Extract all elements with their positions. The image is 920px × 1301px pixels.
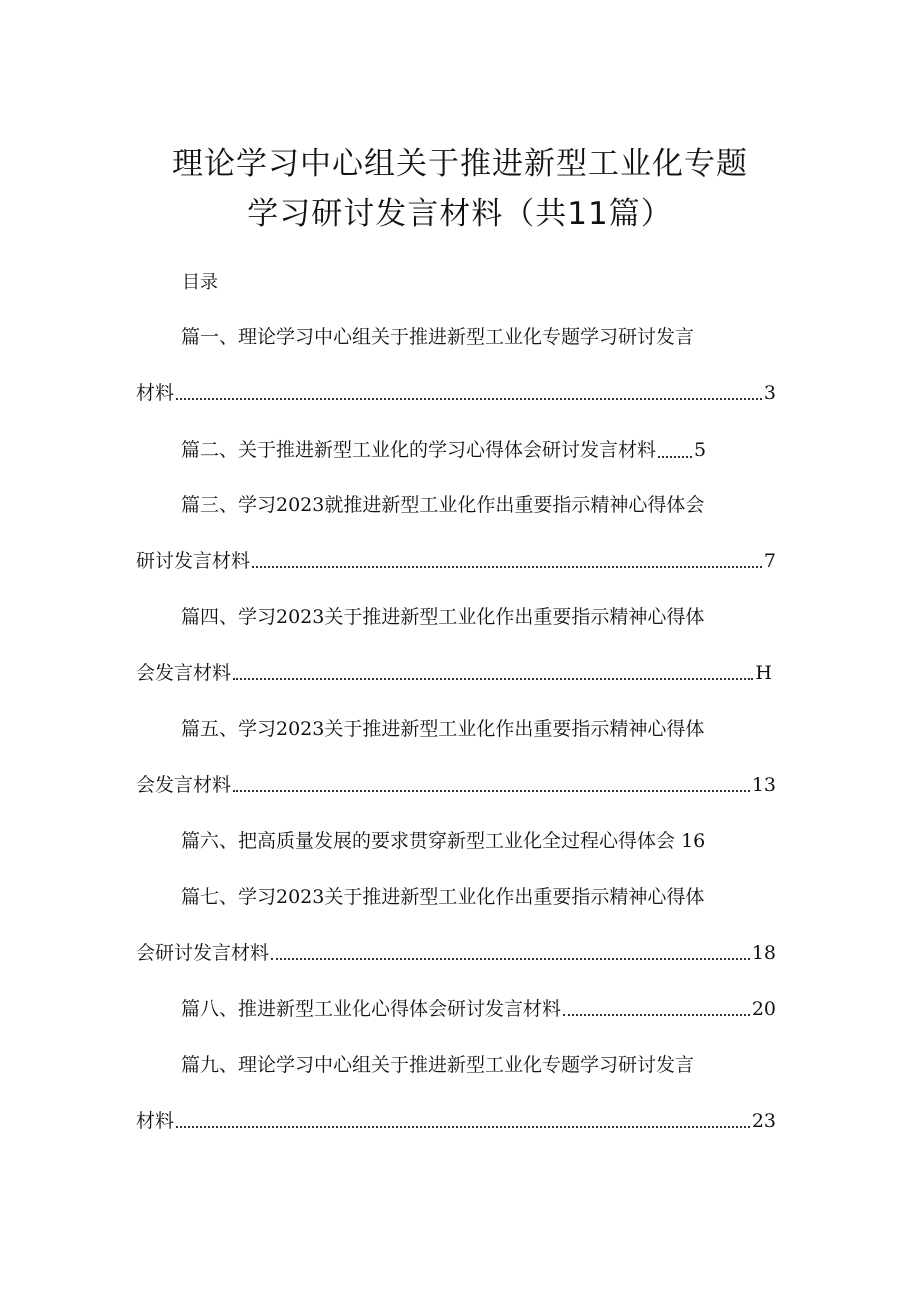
toc-entry-9-row[interactable] [136, 1108, 776, 1134]
toc-entry-7-row[interactable] [136, 940, 776, 966]
toc-leader-dots [233, 678, 753, 680]
toc-entry-3-title: 篇三、学习2023就推进新型工业化作出重要指示精神心得体会 [181, 494, 705, 516]
toc-entry-4-title-cont: 会发言材料 [136, 662, 232, 684]
toc-entry-5-title: 篇五、学习2023关于推进新型工业化作出重要指示精神心得体 [181, 718, 705, 740]
toc-entry-3-title-cont: 研讨发言材料 [136, 550, 251, 572]
document-title-line-2: 学习研讨发言材料（共11篇） [247, 196, 673, 232]
toc-entry-7-page: 18 [751, 942, 776, 964]
toc-entry-1-page: 3 [763, 382, 776, 404]
toc-leader-dots [252, 566, 762, 568]
toc-entry-8-title: 篇八、推进新型工业化心得体会研讨发言材料 [181, 998, 562, 1020]
toc-entry-9-title: 篇九、理论学习中心组关于推进新型工业化专题学习研讨发言 [181, 1054, 695, 1076]
toc-heading: 目录 [182, 272, 218, 293]
toc-entry-7-title-cont: 会研讨发言材料 [136, 942, 270, 964]
toc-entry-3-page: 7 [763, 550, 776, 572]
toc-entry-1-row[interactable] [136, 380, 776, 406]
toc-leader-dots [563, 1014, 750, 1016]
toc-entry-5-title-cont: 会发言材料 [136, 774, 232, 796]
toc-entry-2-row[interactable] [181, 437, 706, 463]
toc-entry-1-title-cont: 材料 [136, 382, 175, 404]
toc-entry-8-row[interactable] [181, 996, 776, 1022]
toc-entry-4-title: 篇四、学习2023关于推进新型工业化作出重要指示精神心得体 [181, 606, 705, 628]
toc-entry-4-row[interactable] [136, 660, 772, 686]
toc-entry-5-row[interactable] [136, 772, 776, 798]
toc-entry-9-title-cont: 材料 [136, 1110, 175, 1132]
toc-entry-1-title: 篇一、理论学习中心组关于推进新型工业化专题学习研讨发言 [181, 326, 695, 348]
toc-leader-dots [233, 790, 750, 792]
toc-leader-dots [658, 456, 692, 458]
toc-entry-6-page: 16 [681, 830, 706, 852]
toc-entry-4-page: H [755, 662, 772, 684]
toc-leader-dots [271, 958, 750, 960]
toc-entry-2-page: 5 [694, 439, 707, 461]
document-title-line-1: 理论学习中心组关于推进新型工业化专题 [172, 146, 748, 182]
toc-leader-dots [176, 398, 762, 400]
toc-entry-8-page: 20 [751, 998, 776, 1020]
toc-leader-dots [176, 1126, 750, 1128]
toc-entry-9-page: 23 [751, 1110, 776, 1132]
toc-entry-7-title: 篇七、学习2023关于推进新型工业化作出重要指示精神心得体 [181, 886, 705, 908]
toc-entry-5-page: 13 [751, 774, 776, 796]
toc-entry-6-title: 篇六、把高质量发展的要求贯穿新型工业化全过程心得体会 [181, 830, 676, 852]
toc-entry-3-row[interactable] [136, 548, 776, 574]
toc-entry-2-title: 篇二、关于推进新型工业化的学习心得体会研讨发言材料 [181, 439, 657, 461]
toc-entry-6-row[interactable] [181, 828, 705, 854]
